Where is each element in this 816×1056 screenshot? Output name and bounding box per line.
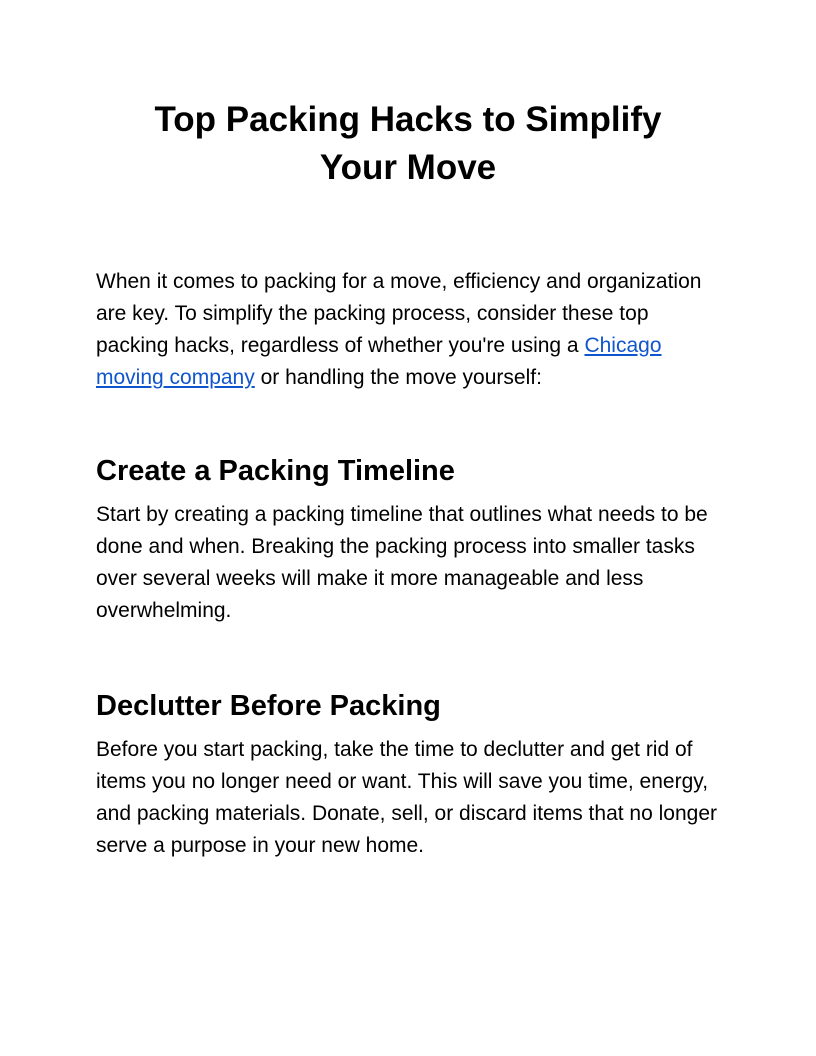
section-heading-declutter: Declutter Before Packing [96,690,441,722]
intro-text-after-link: or handling the move yourself: [254,366,542,389]
intro-text-before-link: When it comes to packing for a move, efficiency and organization are key. To simplify the packing process, consider these top packing hacks, regardless of whether you're using a [96,270,702,357]
intro-paragraph [96,266,720,394]
chicago-moving-company-link[interactable]: Chicago moving company [96,334,662,389]
section-heading-packing-timeline: Create a Packing Timeline [96,455,455,487]
section-body-packing-timeline: Start by creating a packing timeline that outlines what needs to be done and when. Breaking the packing process into smaller tasks over several weeks will make it more manageable and less overwhelming. [96,503,708,622]
section-body-declutter: Before you start packing, take the time to declutter and get rid of items you no longer need or want. This will save you time, energy, and packing materials. Donate, sell, or discard items that no longer serve a purpose in your new home. [96,738,717,857]
document-title: Top Packing Hacks to Simplify Your Move [154,100,662,187]
